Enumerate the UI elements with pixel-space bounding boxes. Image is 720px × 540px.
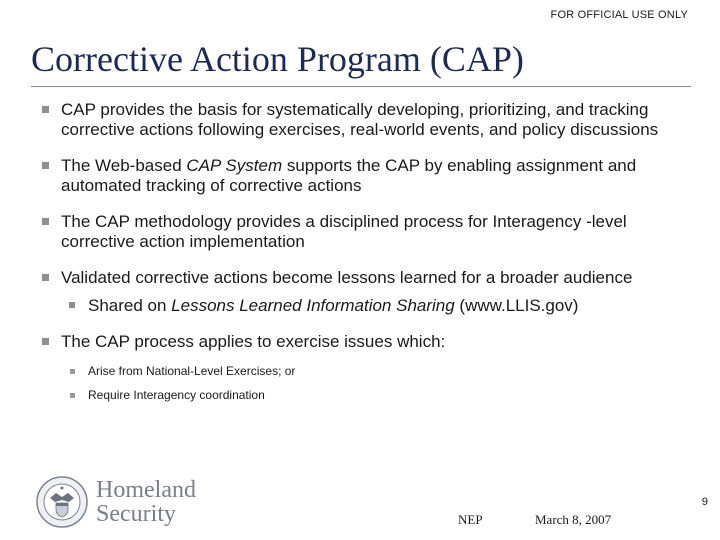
- bullet-marker: [42, 338, 49, 345]
- footer-date: March 8, 2007: [535, 512, 612, 527]
- footer-org: NEP: [458, 512, 483, 527]
- bullet-emphasis: CAP System: [186, 156, 283, 175]
- slide-title: Corrective Action Program (CAP): [31, 39, 524, 79]
- bullet-cap-basis: [42, 100, 682, 140]
- sub-bullet-national-level: [42, 364, 682, 379]
- bullet-cap-methodology: [42, 212, 682, 252]
- bullet-text: The CAP process applies to exercise issues which:: [61, 332, 446, 351]
- classification-marking: FOR OFFICIAL USE ONLY: [550, 9, 688, 21]
- bullet-text-post: supports the CAP by enabling assignment and automated tracking of corrective actions: [61, 156, 637, 195]
- bullet-text: The CAP methodology provides a disciplined process for Interagency -level corrective action implementation: [61, 212, 627, 251]
- bullet-text: Validated corrective actions become lessons learned for a broader audience: [61, 268, 633, 287]
- bullet-list: [42, 100, 682, 412]
- bullet-text: CAP provides the basis for systematically developing, prioritizing, and tracking corrective actions following exercises, real-world events, and policy discussions: [61, 100, 659, 139]
- bullet-marker: [42, 218, 49, 225]
- logo-line-security: Security: [96, 501, 176, 527]
- bullet-cap-system: [42, 156, 682, 196]
- logo-line-homeland: Homeland: [96, 477, 196, 503]
- logo-wordmark: [96, 478, 196, 526]
- bullet-marker: [42, 106, 49, 113]
- sub-bullet-text-pre: Shared on: [88, 296, 172, 315]
- bullet-text-pre: The Web-based: [61, 156, 187, 175]
- sub-bullet-text: Arise from National-Level Exercises; or: [88, 364, 296, 378]
- page-number: 9: [701, 496, 708, 508]
- bullet-cap-process: [42, 332, 682, 352]
- sub-bullet-marker: [69, 302, 75, 308]
- sub-bullet-marker: [70, 369, 75, 374]
- title-divider: [31, 86, 691, 87]
- sub-bullet-text: Require Interagency coordination: [88, 388, 265, 402]
- sub-bullet-interagency: [42, 388, 682, 403]
- bullet-marker: [42, 274, 49, 281]
- sub-bullet-llis: [42, 296, 682, 316]
- sub-bullet-emphasis: Lessons Learned Information Sharing: [171, 296, 455, 315]
- dhs-seal-icon: [36, 476, 88, 528]
- bullet-lessons-learned: [42, 268, 682, 288]
- sub-bullet-text-post: (www.LLIS.gov): [454, 296, 579, 315]
- sub-bullet-marker: [70, 393, 75, 398]
- bullet-marker: [42, 162, 49, 169]
